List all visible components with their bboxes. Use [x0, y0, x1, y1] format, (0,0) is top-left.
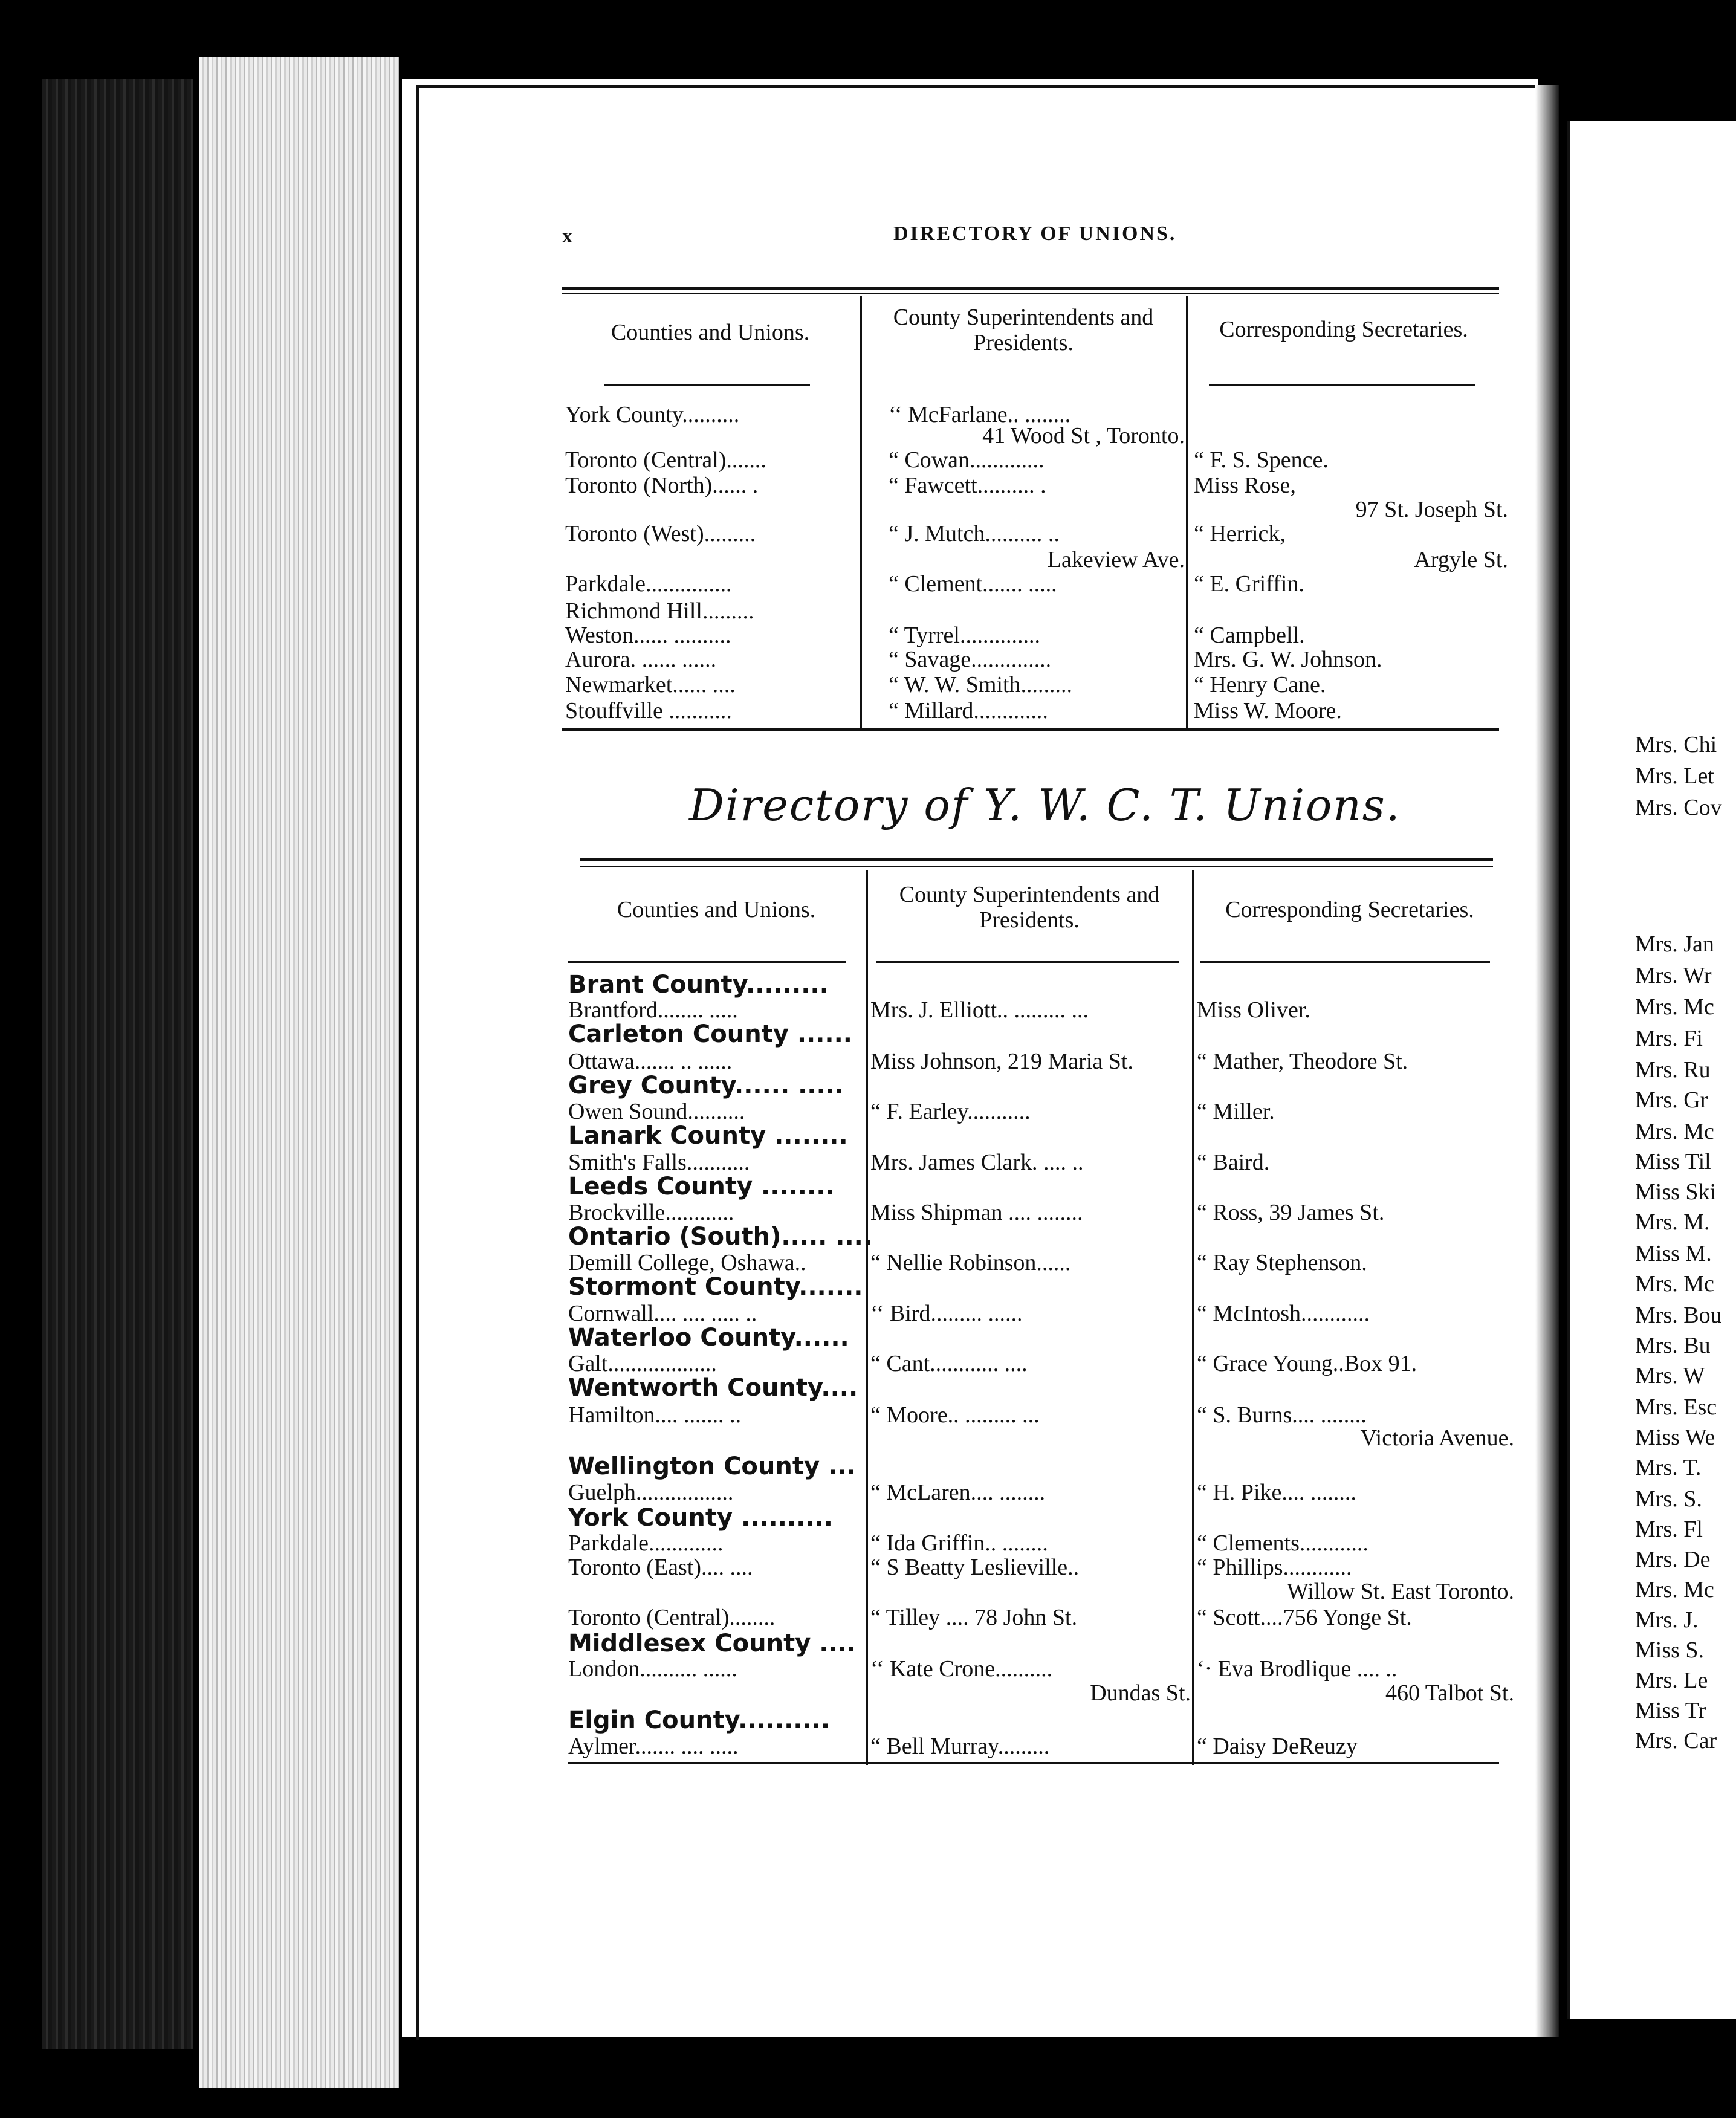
table2-cell-r17-c0: Hamilton.... ....... ..	[568, 1402, 742, 1428]
right-page-line: Mrs. Cov	[1635, 795, 1722, 820]
table2-cell-r5-c2: “ Miller.	[1197, 1099, 1275, 1124]
table2-col-head-counties: Counties and Unions.	[617, 897, 816, 922]
right-page-line: Mrs. Wr	[1635, 963, 1712, 988]
table2-cell-r5-c0: Owen Sound..........	[568, 1099, 745, 1124]
running-title: DIRECTORY OF UNIONS.	[893, 222, 1177, 245]
table2-cell-r25-c1: “ Tilley .... 78 John St.	[870, 1605, 1078, 1630]
table1-cell-r9-c1: “ Tyrrel..............	[889, 623, 1040, 648]
right-page-line: Mrs. Fi	[1635, 1026, 1703, 1051]
table1-cell-r7-c2: “ E. Griffin.	[1194, 571, 1304, 597]
table1-cell-r3-c1: “ Fawcett.......... .	[889, 473, 1046, 498]
table1-cell-r11-c0: Newmarket...... ....	[565, 672, 736, 698]
table1-cell-r10-c2: Mrs. G. W. Johnson.	[1194, 647, 1382, 672]
table2-cell-r18-c2: Victoria Avenue.	[1360, 1425, 1514, 1451]
right-page-line: Mrs. Car	[1635, 1728, 1717, 1754]
table1-cell-r6-c2: Argyle St.	[1414, 547, 1508, 572]
table2-cell-r23-c1: “ S Beatty Leslieville..	[870, 1555, 1080, 1580]
table2-top-rule	[580, 858, 1493, 861]
table2-cell-r8-c0: Leeds County ........	[568, 1173, 835, 1200]
table1-cell-r9-c0: Weston...... ..........	[565, 623, 731, 648]
table1-cell-r7-c0: Parkdale...............	[565, 571, 732, 597]
table2-cell-r1-c0: Brantford........ .....	[568, 997, 738, 1023]
table2-cell-r23-c0: Toronto (East).... ....	[568, 1555, 753, 1580]
table2-cell-r3-c0: Ottawa....... .. ......	[568, 1049, 733, 1074]
table2-cell-r24-c2: Willow St. East Toronto.	[1286, 1579, 1514, 1604]
table1-cell-r5-c0: Toronto (West).........	[565, 521, 756, 546]
table2-divider-2	[1192, 870, 1194, 1765]
table1-col-head-secretaries: Corresponding Secretaries.	[1219, 317, 1468, 342]
table1-top-rule-thin	[562, 293, 1499, 294]
table2-cell-r22-c1: “ Ida Griffin.. ........	[870, 1530, 1048, 1556]
table1-cell-r12-c2: Miss W. Moore.	[1194, 698, 1342, 724]
table2-cell-r6-c0: Lanark County ........	[568, 1122, 848, 1150]
table2-cell-r0-c0: Brant County.........	[568, 971, 829, 999]
right-page-line: Mrs. Let	[1635, 763, 1714, 789]
table2-cell-r9-c0: Brockville............	[568, 1200, 734, 1225]
table2-cell-r4-c0: Grey County...... .....	[568, 1072, 844, 1099]
right-page-line: Mrs. Ru	[1635, 1057, 1711, 1083]
right-page-line: Mrs. W	[1635, 1363, 1705, 1388]
table2-col-head-secretaries: Corresponding Secretaries.	[1225, 897, 1474, 922]
table2-cell-r3-c2: “ Mather, Theodore St.	[1197, 1049, 1408, 1074]
table2-cell-r20-c1: “ McLaren.... ........	[870, 1480, 1046, 1505]
table2-cell-r27-c2: ‘· Eva Brodlique .... ..	[1197, 1656, 1398, 1682]
table2-cell-r11-c2: “ Ray Stephenson.	[1197, 1250, 1367, 1275]
table2-cell-r25-c2: “ Scott....756 Yonge St.	[1197, 1605, 1412, 1630]
right-page-line: Mrs. Mc	[1635, 1271, 1714, 1297]
table2-cell-r23-c2: “ Phillips............	[1197, 1555, 1352, 1580]
table1-cell-r0-c0: York County..........	[565, 402, 740, 427]
right-page-line: Miss Ski	[1635, 1179, 1717, 1205]
table2-cell-r30-c1: “ Bell Murray.........	[870, 1734, 1050, 1759]
table2-cell-r22-c2: “ Clements............	[1197, 1530, 1368, 1556]
table1-cell-r11-c2: “ Henry Cane.	[1194, 672, 1326, 698]
table1-top-rule	[562, 287, 1499, 290]
table1-cell-r9-c2: “ Campbell.	[1194, 623, 1305, 648]
table2-head-rule-1	[568, 961, 846, 963]
right-page-line: Miss M.	[1635, 1241, 1712, 1266]
table2-cell-r15-c2: “ Grace Young..Box 91.	[1197, 1351, 1417, 1376]
table2-cell-r15-c0: Galt...................	[568, 1351, 717, 1376]
right-page-line: Mrs. J.	[1635, 1607, 1699, 1633]
table1-cell-r7-c1: “ Clement....... .....	[889, 571, 1057, 597]
table2-cell-r13-c1: ‘‘ Bird......... ......	[870, 1301, 1023, 1326]
table2-divider-1	[866, 870, 868, 1765]
table2-cell-r9-c1: Miss Shipman .... ........	[870, 1200, 1083, 1225]
right-page-line: Mrs. M.	[1635, 1210, 1710, 1235]
table2-cell-r30-c0: Aylmer....... .... .....	[568, 1734, 739, 1759]
table2-cell-r14-c0: Waterloo County......	[568, 1324, 849, 1352]
table1-head-rule-1	[604, 384, 810, 386]
table2-cell-r7-c2: “ Baird.	[1197, 1150, 1270, 1175]
table2-cell-r28-c1: Dundas St.	[1090, 1680, 1191, 1706]
table2-top-rule-thin	[580, 866, 1493, 867]
right-page-line: Mrs. Bou	[1635, 1303, 1722, 1328]
table1-cell-r1-c1: 41 Wood St , Toronto.	[982, 423, 1185, 449]
table2-cell-r1-c1: Mrs. J. Elliott.. ......... ...	[870, 997, 1089, 1023]
table2-cell-r30-c2: “ Daisy DeReuzy	[1197, 1734, 1358, 1759]
table1-head-rule-2	[1209, 384, 1475, 386]
table2-cell-r29-c0: Elgin County..........	[568, 1706, 831, 1734]
table2-cell-r7-c1: Mrs. James Clark. .... ..	[870, 1150, 1084, 1175]
table1-cell-r2-c2: “ F. S. Spence.	[1194, 447, 1329, 473]
table2-cell-r11-c1: “ Nellie Robinson......	[870, 1250, 1071, 1275]
right-page-line: Miss Tr	[1635, 1698, 1706, 1723]
table2-cell-r28-c2: 460 Talbot St.	[1385, 1680, 1514, 1706]
right-page-line: Mrs. T.	[1635, 1455, 1702, 1480]
right-page-line: Miss S.	[1635, 1637, 1705, 1663]
table1-cell-r5-c1: “ J. Mutch.......... ..	[889, 521, 1060, 546]
right-page-line: Mrs. Fl	[1635, 1517, 1703, 1542]
right-page-line: Mrs. Mc	[1635, 994, 1714, 1020]
right-page-line: Mrs. Esc	[1635, 1394, 1717, 1420]
page-edges	[199, 57, 399, 2088]
book-gutter	[1535, 85, 1559, 2037]
table2-cell-r15-c1: “ Cant............ ....	[870, 1351, 1028, 1376]
table2-cell-r16-c0: Wentworth County....	[568, 1374, 858, 1402]
table1-cell-r2-c0: Toronto (Central).......	[565, 447, 766, 473]
table2-cell-r17-c2: “ S. Burns.... ........	[1197, 1402, 1367, 1428]
table2-cell-r13-c0: Cornwall.... .... ..... ..	[568, 1301, 757, 1326]
right-page-line: Mrs. Bu	[1635, 1333, 1711, 1358]
table2-head-rule-2	[876, 961, 1179, 963]
right-page-line: Mrs. S.	[1635, 1486, 1702, 1512]
table1-cell-r4-c2: 97 St. Joseph St.	[1355, 497, 1508, 522]
table1-cell-r11-c1: “ W. W. Smith.........	[889, 672, 1073, 698]
right-page-line: Mrs. Mc	[1635, 1577, 1714, 1602]
table1-cell-r5-c2: “ Herrick,	[1194, 521, 1286, 546]
table1-divider-2	[1186, 296, 1188, 728]
table2-head-rule-3	[1200, 961, 1490, 963]
table1-cell-r3-c0: Toronto (North)...... .	[565, 473, 759, 498]
right-page-line: Mrs. De	[1635, 1547, 1711, 1572]
table2-cell-r7-c0: Smith's Falls...........	[568, 1150, 750, 1175]
table2-cell-r11-c0: Demill College, Oshawa..	[568, 1250, 806, 1275]
table2-cell-r12-c0: Stormont County.......	[568, 1273, 863, 1301]
page-number: x	[562, 225, 574, 247]
table2-cell-r20-c0: Guelph.................	[568, 1480, 734, 1505]
right-page-line: Mrs. Jan	[1635, 931, 1714, 957]
table1-cell-r6-c1: Lakeview Ave.	[1047, 547, 1185, 572]
table2-cell-r25-c0: Toronto (Central)........	[568, 1605, 776, 1630]
table1-cell-r0-c1: ‘‘ McFarlane.. ........	[889, 402, 1071, 427]
table1-cell-r12-c0: Stouffville ...........	[565, 698, 732, 724]
right-page-line: Mrs. Gr	[1635, 1087, 1708, 1113]
table2-cell-r2-c0: Carleton County ......	[568, 1020, 852, 1048]
table2-cell-r17-c1: “ Moore.. ......... ...	[870, 1402, 1040, 1428]
table2-cell-r22-c0: Parkdale.............	[568, 1530, 724, 1556]
table1-divider-1	[860, 296, 862, 728]
right-page-line: Mrs. Mc	[1635, 1119, 1714, 1144]
right-page-line: Mrs. Chi	[1635, 732, 1717, 757]
table1-cell-r3-c2: Miss Rose,	[1194, 473, 1296, 498]
right-page-line: Miss We	[1635, 1425, 1715, 1450]
right-page-line: Mrs. Le	[1635, 1668, 1708, 1693]
table2-cell-r27-c0: London.......... ......	[568, 1656, 737, 1682]
book-spine	[42, 79, 193, 2049]
table2-cell-r3-c1: Miss Johnson, 219 Maria St.	[870, 1049, 1133, 1074]
table2-cell-r20-c2: “ H. Pike.... ........	[1197, 1480, 1356, 1505]
table2-cell-r21-c0: York County ..........	[568, 1504, 833, 1532]
table1-cell-r10-c0: Aurora. ...... ......	[565, 647, 717, 672]
table2-cell-r19-c0: Wellington County ...	[568, 1452, 856, 1480]
table2-cell-r5-c1: “ F. Earley...........	[870, 1099, 1031, 1124]
table1-cell-r2-c1: “ Cowan.............	[889, 447, 1045, 473]
table2-cell-r13-c2: “ McIntosh............	[1197, 1301, 1370, 1326]
table1-cell-r10-c1: “ Savage..............	[889, 647, 1052, 672]
table2-col-head-superintendents: County Superintendents and Presidents.	[899, 882, 1160, 933]
table1-col-head-counties: Counties and Unions.	[611, 320, 810, 345]
table2-cell-r9-c2: “ Ross, 39 James St.	[1197, 1200, 1385, 1225]
table1-cell-r8-c0: Richmond Hill.........	[565, 598, 754, 624]
table2-bottom-rule	[568, 1762, 1499, 1764]
table1-bottom-rule	[562, 728, 1499, 731]
section-title: Directory of Y. W. C. T. Unions.	[689, 780, 1401, 831]
table1-col-head-superintendents: County Superintendents and Presidents.	[893, 305, 1154, 355]
right-page-line: Miss Til	[1635, 1149, 1711, 1174]
table2-cell-r26-c0: Middlesex County ....	[568, 1630, 856, 1657]
table2-cell-r27-c1: ‘‘ Kate Crone..........	[870, 1656, 1053, 1682]
table2-cell-r1-c2: Miss Oliver.	[1197, 997, 1310, 1023]
table1-cell-r12-c1: “ Millard.............	[889, 698, 1048, 724]
table2-cell-r10-c0: Ontario (South)..... ....	[568, 1223, 873, 1251]
